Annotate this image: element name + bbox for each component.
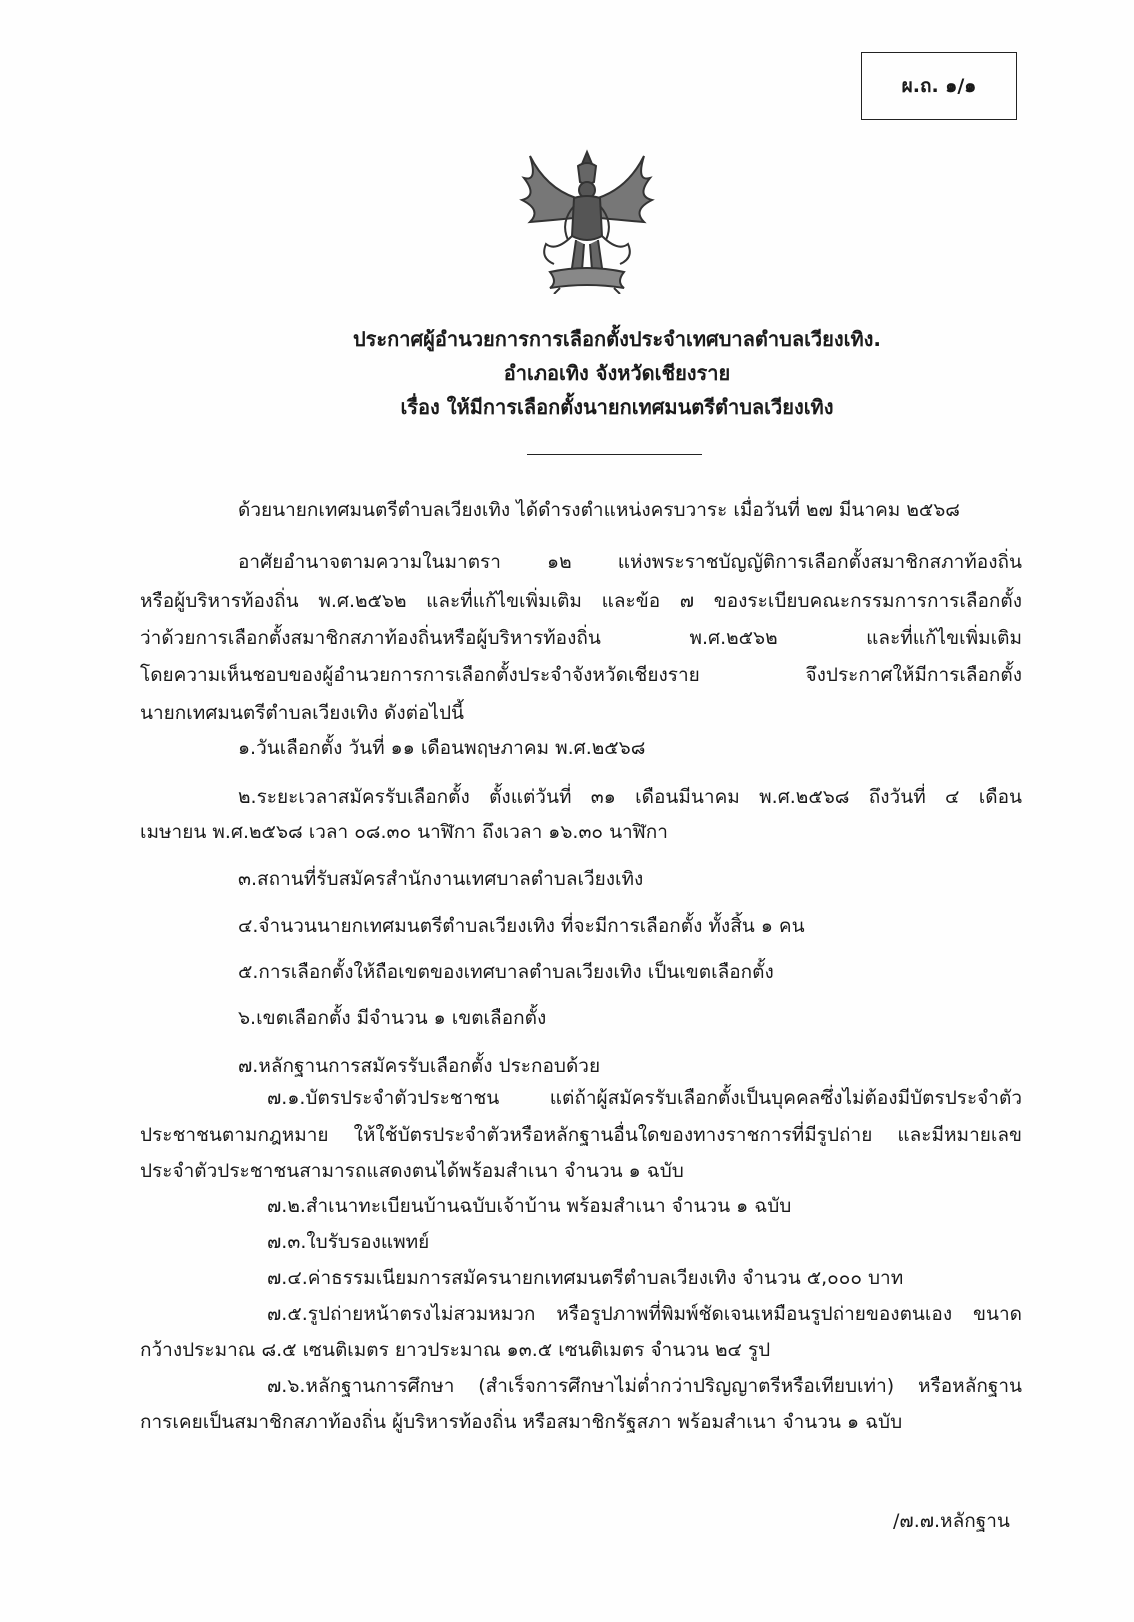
heading-line-1: ประกาศผู้อำนวยการการเลือกตั้งประจำเทศบาลตำบลเวียงเทิง. <box>352 327 882 351</box>
para2-line-3: ว่าด้วยการเลือกตั้งสมาชิกสภาท้องถิ่นหรือผู้บริหารท้องถิ่น พ.ศ.๒๕๖๒ และที่แก้ไขเพิ่มเติม <box>140 627 1022 649</box>
item-7-1-line-1: ๗.๑.บัตรประจำตัวประชาชน แต่ถ้าผู้สมัครรับเลือกตั้งเป็นบุคคลซึ่งไม่ต้องมีบัตรประจำตัว <box>267 1087 1022 1109</box>
heading-line-2: อำเภอเทิง จังหวัดเชียงราย <box>503 361 731 385</box>
para2-line-5: นายกเทศมนตรีตำบลเวียงเทิง ดังต่อไปนี้ <box>140 702 465 724</box>
item-2-line-2: เมษายน พ.ศ.๒๕๖๘ เวลา ๐๘.๓๐ นาฬิกา ถึงเวลา ๑๖.๓๐ นาฬิกา <box>140 821 668 843</box>
item-7-2: ๗.๒.สำเนาทะเบียนบ้านฉบับเจ้าบ้าน พร้อมสำเนา จำนวน ๑ ฉบับ <box>267 1195 792 1217</box>
page-continuation: /๗.๗.หลักฐาน <box>893 1510 1010 1532</box>
item-4: ๔.จำนวนนายกเทศมนตรีตำบลเวียงเทิง ที่จะมีการเลือกตั้ง ทั้งสิ้น ๑ คน <box>238 915 805 937</box>
item-1: ๑.วันเลือกตั้ง วันที่ ๑๑ เดือนพฤษภาคม พ.ศ.๒๕๖๘ <box>238 737 646 759</box>
garuda-emblem-icon <box>516 148 658 294</box>
para2-line-4: โดยความเห็นชอบของผู้อำนวยการการเลือกตั้งประจำจังหวัดเชียงราย จึงประกาศให้มีการเลือกตั้ง <box>140 664 1022 686</box>
item-7-1-line-2: ประชาชนตามกฎหมาย ให้ใช้บัตรประจำตัวหรือหลักฐานอื่นใดของทางราชการที่มีรูปถ่าย และมีหมายเลข <box>140 1124 1022 1146</box>
item-7-3: ๗.๓.ใบรับรองแพทย์ <box>267 1231 430 1253</box>
para2-line-2: หรือผู้บริหารท้องถิ่น พ.ศ.๒๕๖๒ และที่แก้ไขเพิ่มเติม และข้อ ๗ ของระเบียบคณะกรรมการการเลือกตั้ง <box>140 590 1022 612</box>
item-7-6-line-2: การเคยเป็นสมาชิกสภาท้องถิ่น ผู้บริหารท้องถิ่น หรือสมาชิกรัฐสภา พร้อมสำเนา จำนวน ๑ ฉบับ <box>140 1411 903 1433</box>
item-7-1-line-3: ประจำตัวประชาชนสามารถแสดงตนได้พร้อมสำเนา จำนวน ๑ ฉบับ <box>140 1160 684 1182</box>
announcement-heading <box>200 322 1034 424</box>
item-7-4: ๗.๔.ค่าธรรมเนียมการสมัครนายกเทศมนตรีตำบลเวียงเทิง จำนวน ๕,๐๐๐ บาท <box>267 1267 904 1289</box>
form-code-box <box>861 52 1017 120</box>
heading-divider <box>527 454 702 455</box>
heading-line-3: เรื่อง ให้มีการเลือกตั้งนายกเทศมนตรีตำบลเวียงเทิง <box>400 395 834 419</box>
intro-paragraph: ด้วยนายกเทศมนตรีตำบลเวียงเทิง ได้ดำรงตำแหน่งครบวาระ เมื่อวันที่ ๒๗ มีนาคม ๒๕๖๘ <box>238 499 960 521</box>
item-5: ๕.การเลือกตั้งให้ถือเขตของเทศบาลตำบลเวียงเทิง เป็นเขตเลือกตั้ง <box>238 961 774 983</box>
item-7-5-line-1: ๗.๕.รูปถ่ายหน้าตรงไม่สวมหมวก หรือรูปภาพที่พิมพ์ชัดเจนเหมือนรูปถ่ายของตนเอง ขนาด <box>267 1303 1022 1325</box>
item-7-5-line-2: กว้างประมาณ ๘.๕ เซนติเมตร ยาวประมาณ ๑๓.๕ เซนติเมตร จำนวน ๒๔ รูป <box>140 1339 771 1361</box>
item-2-line-1: ๒.ระยะเวลาสมัครรับเลือกตั้ง ตั้งแต่วันที่ ๓๑ เดือนมีนาคม พ.ศ.๒๕๖๘ ถึงวันที่ ๔ เดือน <box>238 786 1022 808</box>
para2-line-1: อาศัยอำนาจตามความในมาตรา ๑๒ แห่งพระราชบัญญัติการเลือกตั้งสมาชิกสภาท้องถิ่น <box>238 551 1022 573</box>
item-6: ๖.เขตเลือกตั้ง มีจำนวน ๑ เขตเลือกตั้ง <box>238 1007 547 1029</box>
item-7: ๗.หลักฐานการสมัครรับเลือกตั้ง ประกอบด้วย <box>238 1055 601 1077</box>
item-7-6-line-1: ๗.๖.หลักฐานการศึกษา (สำเร็จการศึกษาไม่ต่ำกว่าปริญญาตรีหรือเทียบเท่า) หรือหลักฐาน <box>267 1375 1022 1397</box>
item-3: ๓.สถานที่รับสมัครสำนักงานเทศบาลตำบลเวียงเทิง <box>238 868 644 890</box>
form-code: ผ.ถ. ๑/๑ <box>901 75 977 97</box>
